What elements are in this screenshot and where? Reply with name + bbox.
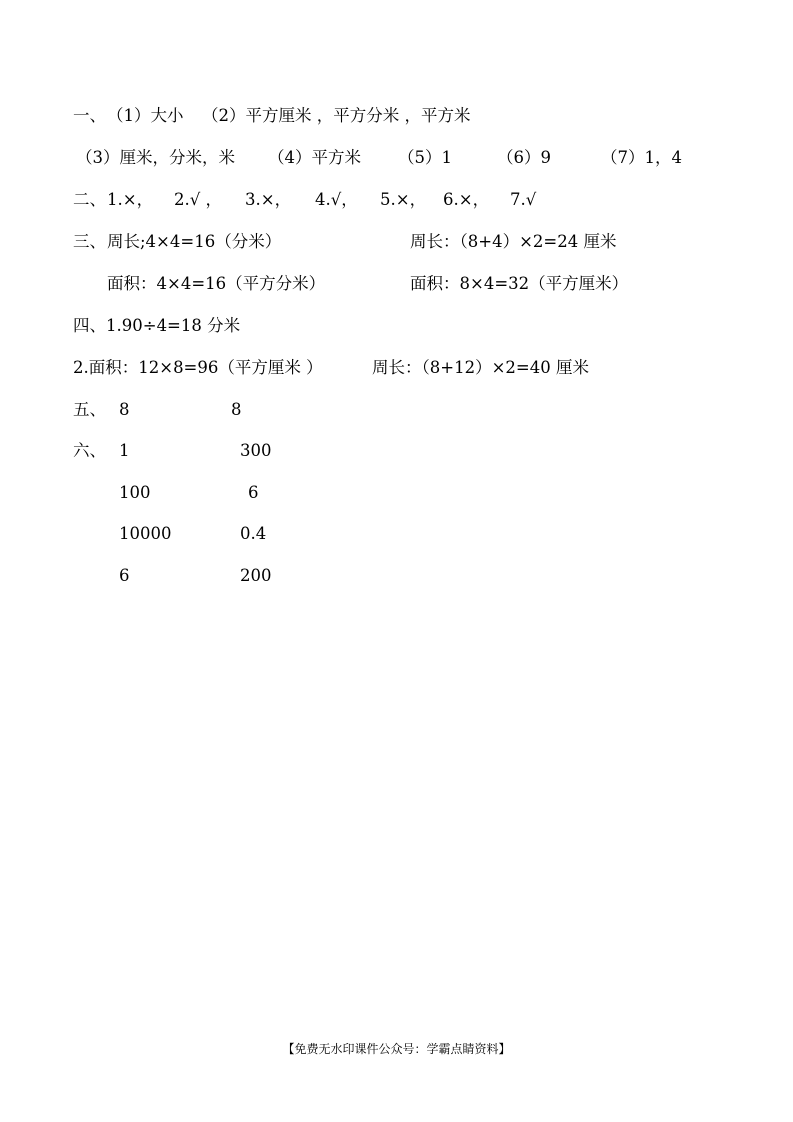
answer-4-2-perimeter: 周长：（8+12）×2=40 厘米 [372, 358, 589, 377]
answer-3-area-square: 面积：4×4=16（平方分米） [107, 274, 326, 293]
answer-2-2: 2.√ ， [174, 190, 223, 209]
answer-5-1: 8 [119, 400, 130, 419]
answer-6-2a: 100 [119, 483, 151, 502]
answer-1-3: （3）厘米，分米，米 [76, 148, 235, 167]
answer-2-7: 7.√ [510, 190, 537, 209]
answer-4-2-area: 2.面积：12×8=96（平方厘米 ） [73, 358, 323, 377]
answer-5-2: 8 [231, 400, 242, 419]
answer-2-3: 3.×， [245, 190, 292, 209]
answer-1-1: （1）大小 [107, 106, 184, 125]
answer-3-perimeter-rect: 周长：（8+4）×2=24 厘米 [410, 232, 617, 251]
answer-1-4: （4）平方米 [268, 148, 361, 167]
answer-6-1a: 1 [119, 441, 130, 460]
answer-3-area-rect: 面积：8×4=32（平方厘米） [410, 274, 629, 293]
answer-3-perimeter-square: 周长;4×4=16（分米） [107, 232, 282, 251]
section-2-label: 二、 [73, 190, 106, 209]
answer-6-3b: 0.4 [240, 524, 267, 543]
section-3-label: 三、 [73, 232, 106, 251]
answer-2-6: 6.×， [443, 190, 490, 209]
answer-6-4a: 6 [119, 566, 130, 585]
answer-1-6: （6）9 [497, 148, 551, 167]
answer-6-1b: 300 [240, 441, 272, 460]
answer-2-5: 5.×， [380, 190, 427, 209]
answer-6-3a: 10000 [119, 524, 172, 543]
section-1-label: 一、 [73, 106, 106, 125]
section-5-label: 五、 [73, 400, 106, 419]
answer-6-2b: 6 [248, 483, 259, 502]
answer-4-1: 四、1.90÷4=18 分米 [73, 316, 241, 335]
answer-2-1: 1.×， [107, 190, 154, 209]
section-6-label: 六、 [73, 441, 106, 460]
answer-1-5: （5）1 [398, 148, 452, 167]
answer-1-2: （2）平方厘米 ，平方分米 ，平方米 [202, 106, 471, 125]
answer-2-4: 4.√， [315, 190, 358, 209]
footer-note: 【免费无水印课件公众号：学霸点睛资料】 [282, 1042, 511, 1056]
answer-1-7: （7）1，4 [601, 148, 682, 167]
answer-6-4b: 200 [240, 566, 272, 585]
